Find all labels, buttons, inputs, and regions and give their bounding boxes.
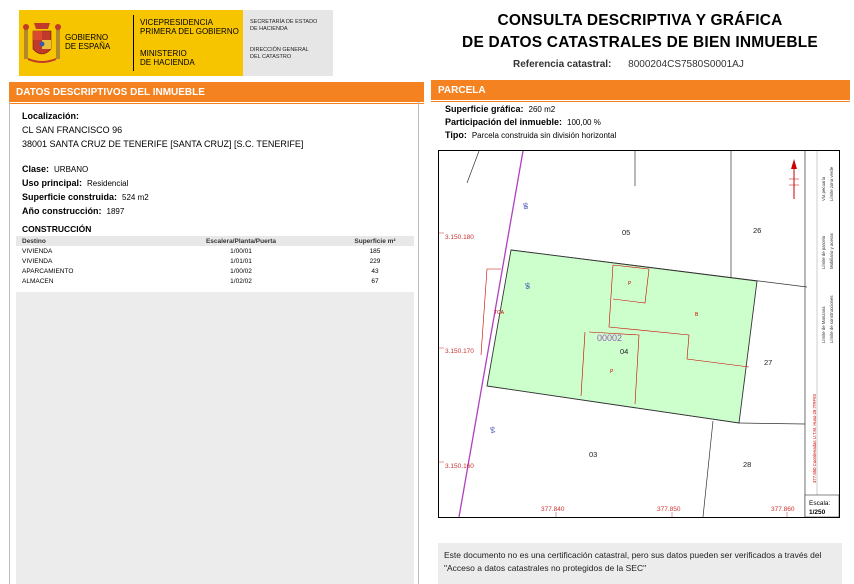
superficie-grafica-label: Superficie gráfica: bbox=[445, 104, 524, 114]
cadastral-map[interactable] bbox=[438, 150, 840, 518]
anio-field bbox=[22, 206, 124, 216]
y-tick-group bbox=[445, 234, 474, 470]
vice-line1: VICEPRESIDENCIA bbox=[140, 18, 213, 27]
north-arrow-icon bbox=[789, 159, 799, 199]
location-line1: CL SAN FRANCISCO 96 bbox=[22, 125, 123, 135]
legend-item: Límite de Manzana bbox=[821, 306, 826, 343]
cell-destino: APARCAMIENTO bbox=[22, 267, 74, 275]
parcel-label: 28 bbox=[743, 460, 752, 469]
tipo-label: Tipo: bbox=[445, 130, 467, 140]
participacion-label: Participación del inmueble: bbox=[445, 117, 563, 127]
cell-superficie: 229 bbox=[369, 257, 381, 265]
uso-value: Residencial bbox=[87, 179, 129, 188]
header-escalera: Escalera/Planta/Puerta bbox=[205, 237, 277, 245]
table-empty-area bbox=[16, 292, 414, 584]
cell-escalera: 1/00/02 bbox=[230, 267, 252, 275]
anio-value: 1897 bbox=[106, 207, 125, 216]
scale-value: 1/250 bbox=[809, 509, 826, 516]
header-destino: Destino bbox=[22, 237, 46, 245]
legend-item: Mobiliario y aceras bbox=[829, 233, 834, 269]
title-line2: DE DATOS CATASTRALES DE BIEN INMUEBLE bbox=[462, 34, 818, 51]
y-tick-label: 3.150.180 bbox=[445, 234, 474, 241]
page-title bbox=[440, 10, 840, 54]
table-row bbox=[16, 246, 414, 256]
catastro-block bbox=[243, 10, 333, 76]
street-number: 98 bbox=[521, 202, 529, 210]
cell-escalera: 1/00/01 bbox=[230, 247, 252, 255]
parcel-id-label: 00002 bbox=[597, 333, 623, 343]
uso-label: Uso principal: bbox=[22, 178, 83, 188]
legend-item: Límite zona verde bbox=[829, 166, 834, 201]
title-line1: CONSULTA DESCRIPTIVA Y GRÁFICA bbox=[497, 12, 783, 29]
floor-mark: TCA bbox=[494, 310, 504, 316]
direccion-line1: DIRECCIÓN GENERAL bbox=[250, 47, 309, 53]
parcel-label: 03 bbox=[589, 450, 598, 459]
anio-label: Año construcción: bbox=[22, 206, 102, 216]
table-row bbox=[16, 276, 414, 286]
tipo-field bbox=[445, 130, 616, 140]
vice-line2: PRIMERA DEL GOBIERNO bbox=[140, 27, 239, 36]
parcel-label: 27 bbox=[764, 358, 773, 367]
cadastral-reference-value: 8000204CS7580S0001AJ bbox=[628, 59, 744, 70]
participacion-value: 100,00 % bbox=[567, 118, 601, 127]
x-tick-group bbox=[541, 506, 795, 513]
superficie-label: Superficie construida: bbox=[22, 192, 118, 202]
superficie-value: 524 m2 bbox=[122, 193, 149, 202]
government-banner bbox=[19, 10, 333, 76]
cell-superficie: 185 bbox=[369, 247, 381, 255]
location-label: Localización: bbox=[22, 111, 80, 121]
disclaimer-box: Este documento no es una certificación catastral, pero sus datos pueden ser verificados a través del "Acceso a datos catastrales no protegidos de la SEC" bbox=[438, 543, 842, 584]
cell-superficie: 43 bbox=[371, 267, 379, 275]
header-superficie: Superficie m² bbox=[354, 237, 396, 245]
superficie-field bbox=[22, 192, 149, 202]
government-logo-block bbox=[19, 10, 243, 76]
clase-value: URBANO bbox=[54, 165, 89, 174]
location-line2: 38001 SANTA CRUZ DE TENERIFE [SANTA CRUZ] [S.C. TENERIFE] bbox=[22, 139, 304, 149]
scale-label: Escala: bbox=[809, 500, 831, 507]
secretaria-line1: SECRETARÍA DE ESTADO bbox=[250, 19, 318, 25]
cell-destino: VIVIENDA bbox=[22, 257, 53, 265]
ministry-line1: MINISTERIO bbox=[140, 49, 187, 58]
section-title-descriptive: DATOS DESCRIPTIVOS DEL INMUEBLE bbox=[16, 87, 205, 98]
coat-of-arms-icon bbox=[19, 10, 65, 76]
uso-field bbox=[22, 178, 128, 188]
gov-name-line2: DE ESPAÑA bbox=[65, 42, 111, 51]
cadastral-reference-label: Referencia catastral: bbox=[513, 59, 612, 70]
street-number: 94 bbox=[488, 426, 496, 434]
legend-item: Vía pecuaria bbox=[821, 176, 826, 201]
table-header bbox=[16, 236, 414, 246]
floor-mark: P bbox=[610, 369, 614, 375]
table-row bbox=[16, 266, 414, 276]
cell-destino: VIVIENDA bbox=[22, 247, 53, 255]
cell-destino: ALMACEN bbox=[22, 277, 54, 285]
section-header-descriptive bbox=[9, 82, 424, 102]
floor-mark: P bbox=[628, 281, 632, 287]
legend-group bbox=[821, 166, 834, 343]
x-tick-label: 377.840 bbox=[541, 506, 565, 513]
y-tick-label: 3.150.170 bbox=[445, 348, 474, 355]
construction-table bbox=[16, 236, 414, 286]
cell-superficie: 67 bbox=[371, 277, 379, 285]
ministry-block bbox=[134, 10, 242, 76]
construction-title: CONSTRUCCIÓN bbox=[22, 224, 92, 234]
parcel-label: 04 bbox=[620, 347, 629, 356]
section-title-parcela: PARCELA bbox=[438, 85, 486, 96]
cell-escalera: 1/01/01 bbox=[230, 257, 252, 265]
direccion-line2: DEL CATASTRO bbox=[250, 54, 292, 60]
coordinates-note: 377.850 Coordenadas U.T.M. Huso 28 ITRF93 bbox=[812, 394, 817, 483]
tipo-value: Parcela construida sin división horizontal bbox=[471, 131, 617, 140]
parcel-label: 05 bbox=[622, 228, 631, 237]
y-tick-label: 3.150.160 bbox=[445, 463, 474, 470]
superficie-grafica-field bbox=[445, 104, 555, 114]
gov-name bbox=[65, 10, 133, 76]
clase-field bbox=[22, 164, 88, 174]
ministry-line2: DE HACIENDA bbox=[140, 58, 195, 67]
parcel-label: 26 bbox=[753, 226, 762, 235]
superficie-grafica-value: 260 m2 bbox=[528, 105, 556, 114]
secretaria-line2: DE HACIENDA bbox=[250, 26, 288, 32]
table-row bbox=[16, 256, 414, 266]
cell-escalera: 1/02/02 bbox=[230, 277, 252, 285]
legend-item: Límite de parcela bbox=[821, 236, 826, 269]
clase-label: Clase: bbox=[22, 164, 50, 174]
section-header-parcela bbox=[431, 80, 850, 100]
street-number: 96 bbox=[523, 282, 531, 290]
gov-name-line1: GOBIERNO bbox=[65, 33, 109, 42]
cadastral-reference bbox=[513, 59, 744, 70]
x-tick-label: 377.850 bbox=[657, 506, 681, 513]
x-tick-label: 377.860 bbox=[771, 506, 795, 513]
participacion-field bbox=[445, 117, 601, 127]
legend-item: Límite de construcciones bbox=[829, 295, 834, 343]
floor-mark: B bbox=[695, 312, 699, 318]
